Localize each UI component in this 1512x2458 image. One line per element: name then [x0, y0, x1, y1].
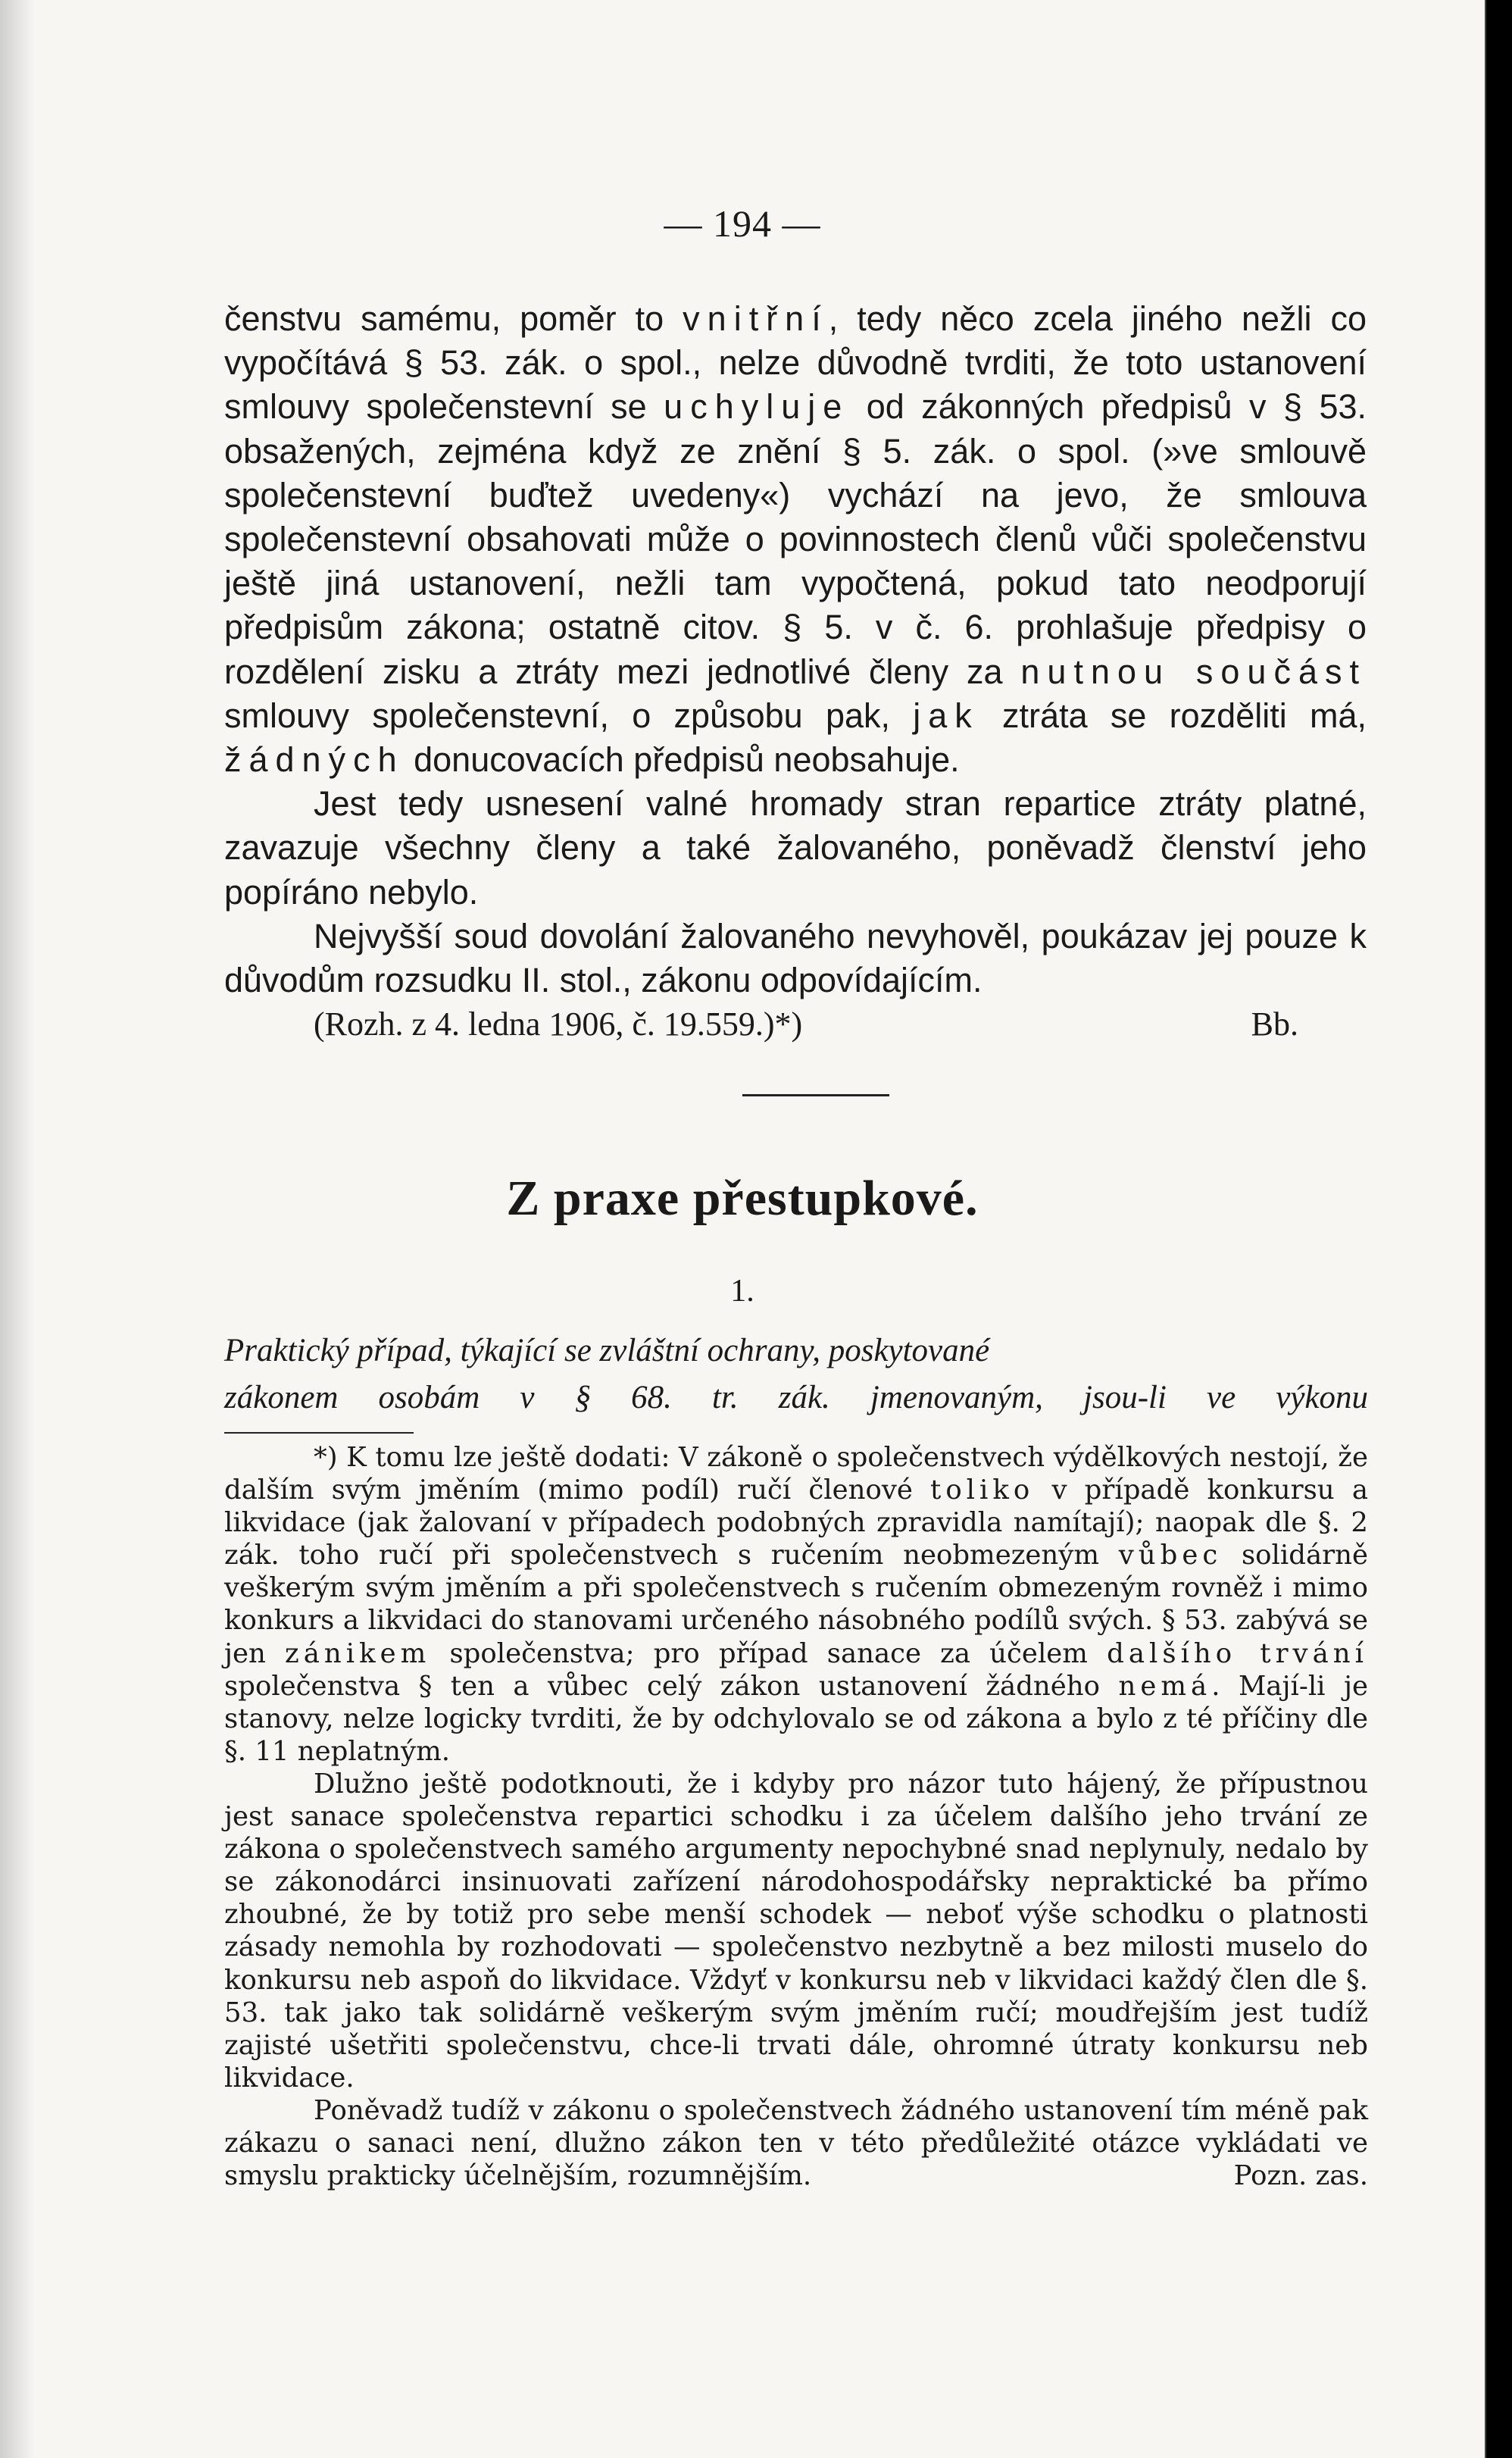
spaced-emphasis: jak [913, 696, 979, 735]
text-run: *) K tomu lze ještě dodati: V zákoně o společenstvech výdělkových nestojí, že dalším svým jměním (mimo podíl) ručí členové [224, 1442, 1368, 1506]
text-run: ztráta se rozděliti má, [979, 696, 1367, 735]
text-run: , tedy něco zcela jiného nežli co vypočítává § 53. zák. o spol., nelze důvodně tvrditi, že toto ustanovení smlouvy společenstevní se [224, 299, 1367, 427]
page-number: — 194 — [664, 202, 821, 245]
text-run: Poněvadž tudíž v zákonu o společenstvech žádného ustanovení tím méně pak zákazu o sanaci není, dlužno zákon ten v této předůležité otázce vykládati ve smyslu prakticky účelnějším, rozumnějším. [224, 2094, 1368, 2192]
subtitle-line-1: Praktický případ, týkající se zvláštní ochrany, poskytované [224, 1333, 990, 1368]
paragraph-2: Jest tedy usnesení valné hromady stran repartice ztráty platné, zavazuje všechny členy a také žalovaného, poněvadž členství jeho popíráno nebylo. [224, 784, 1367, 912]
text-run: společenstva § ten a vůbec celý zákon ustanovení žádného [224, 1670, 1119, 1702]
text-run: v případě konkursu a likvidace (jak žalovaní v případech podobných zpravidla namítají); naopak dle §. 2 zák. toho ručí při společenstvech s ručením neobmezeným [224, 1474, 1368, 1571]
section-number: 1. [730, 1274, 754, 1309]
text-run: čenstvu samému, poměr to [224, 299, 683, 338]
main-text [224, 297, 1367, 1046]
subtitle-line-2: zákonem osobám v § 68. tr. zák. jmenovaným, jsou-li ve výkonu [224, 1380, 1368, 1415]
paragraph-3: Nejvyšší soud dovolání žalovaného nevyhověl, poukázav jej pouze k důvodům rozsudku II. stol., zákonu odpovídajícím. [224, 916, 1367, 1000]
section-title: Z praxe přestupkové. [506, 1171, 979, 1226]
spaced-emphasis: zánikem [285, 1637, 431, 1669]
page-edge-shadow [0, 0, 35, 2458]
text-run: smlouvy společenstevní, o způsobu pak, [224, 696, 914, 735]
citation: (Rozh. z 4. ledna 1906, č. 19.559.)*) [314, 1005, 803, 1043]
spaced-emphasis: vůbec [1118, 1540, 1223, 1571]
spaced-emphasis: toliko [930, 1474, 1035, 1506]
text-run: společenstva; pro případ sanace za účelem [430, 1637, 1107, 1669]
spaced-emphasis: nutnou součást [1020, 652, 1367, 691]
footnote-paragraph-2: Dlužno ještě podotknouti, že i kdyby pro názor tuto hájený, že přípustnou jest sanace společenstva repartici schodku i za účelem dalšího jeho trvání ze zákona o společenstvech samého argumenty nepochybné snad neplynuly, nedalo by se zákonodárci insinuovati zařízení národohospodářsky nepraktické ba přímo zhoubné, že by totiž pro sebe menší schodek — neboť výše schodku o platnosti zásady nemohla by rozhodovati — společenstvo nezbytně a bez milosti muselo do konkursu neb aspoň do likvidace. Vždyť v konkursu neb v likvidaci každý člen dle §. 53. tak jako tak solidárně veškerým svým jměním ručí; moudřejším jest tudíž zajisté ušetřiti společenstvu, chce-li trvati dále, ohromné útraty konkursu neb likvidace. [224, 1768, 1368, 2094]
footnote-paragraph-1 [224, 1441, 1368, 1768]
footnote-paragraph-3 [224, 2094, 1368, 2192]
footnote-rule [224, 1432, 414, 1434]
text-run: od zákonných předpisů v § 53. obsažených, zejména když ze znění § 5. zák. o spol. (»ve smlouvě společenstevní buďtež uvedeny«) vychází na jevo, že smlouva společenstevní obsahovati může o povinnostech členů vůči společenstvu ještě jiná ustanovení, nežli tam vypočtená, pokud tato neodporují předpisům zákona; ostatně citov. § 5. v č. 6. prohlašuje předpisy o rozdělení zisku a ztráty mezi jednotlivé členy za [224, 387, 1367, 691]
spaced-emphasis: dalšího trvání [1107, 1637, 1368, 1669]
footnote [224, 1441, 1368, 2192]
author-initials: Bb. [1251, 1005, 1298, 1043]
spaced-emphasis: vnitřní [683, 299, 829, 338]
section-divider [742, 1094, 889, 1096]
case-subtitle [224, 1328, 1368, 1421]
paragraph-1 [224, 297, 1367, 782]
text-run: solidárně veškerým svým jměním a při společenstvech s ručením obmezeným rovněž i mimo konkurs a likvidaci do stanovami určeného násobného podílů svých. § 53. zabývá se jen [224, 1540, 1368, 1669]
citation-line [224, 1002, 1367, 1046]
spaced-emphasis: žádných [224, 740, 405, 780]
spaced-emphasis: nemá [1118, 1670, 1212, 1702]
text-run: donucovacích předpisů neobsahuje. [404, 740, 960, 780]
spaced-emphasis: uchyluje [664, 387, 850, 427]
text-run: . Mají-li je stanovy, nelze logicky tvrditi, že by odchylovalo se od zákona a bylo z té příčiny dle §. 11 neplatným. [224, 1670, 1368, 1767]
footnote-signature: Pozn. zas. [1233, 2160, 1368, 2192]
